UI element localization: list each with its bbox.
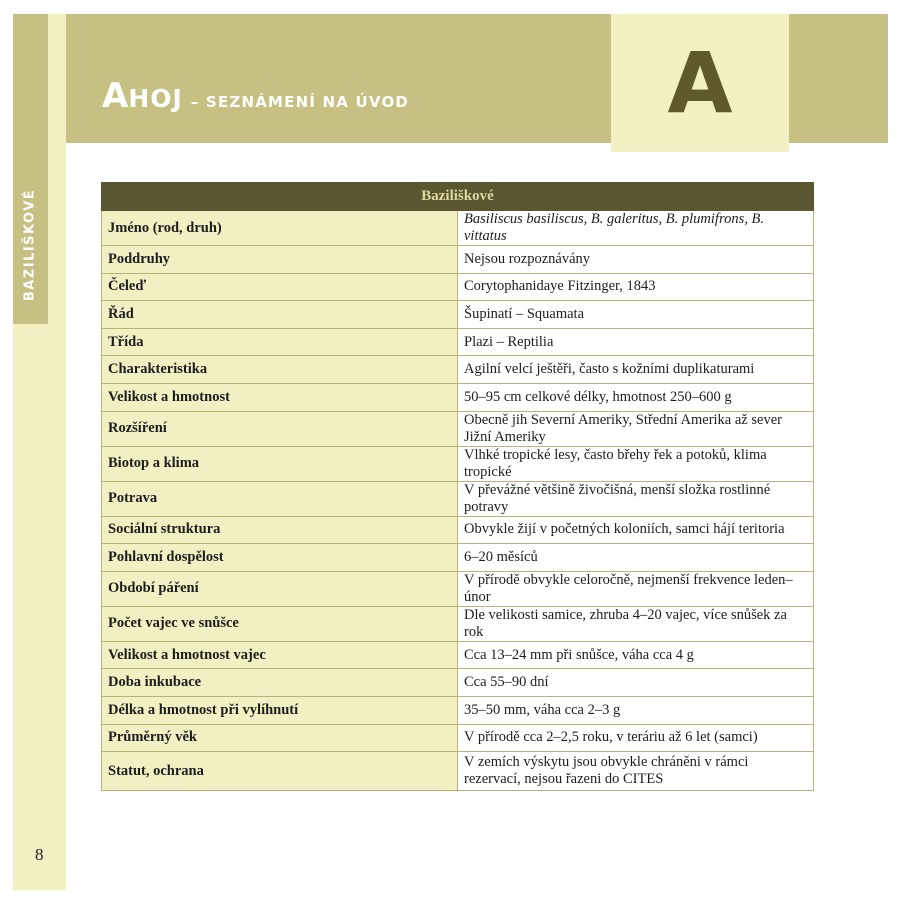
table-heading: Baziliškové — [102, 183, 814, 211]
row-label: Čeleď — [102, 273, 458, 301]
table-row — [102, 724, 814, 752]
page-title-rest: HOJ — [128, 84, 183, 113]
table-row — [102, 328, 814, 356]
row-value: 50–95 cm celkové délky, hmotnost 250–600 g — [458, 383, 814, 411]
table-row — [102, 301, 814, 329]
table-row — [102, 641, 814, 669]
table-heading-row — [102, 183, 814, 211]
table-row — [102, 273, 814, 301]
row-label: Statut, ochrana — [102, 752, 458, 791]
row-label: Doba inkubace — [102, 669, 458, 697]
row-value: Nejsou rozpoznávány — [458, 246, 814, 274]
species-info-table — [101, 182, 814, 791]
table-row — [102, 246, 814, 274]
row-label: Počet vajec ve snůšce — [102, 606, 458, 641]
row-label: Velikost a hmotnost — [102, 383, 458, 411]
row-value: Obvykle žijí v početných koloniích, samci hájí teritoria — [458, 516, 814, 544]
table-row — [102, 446, 814, 481]
chapter-letter-box — [611, 14, 789, 152]
table-row — [102, 544, 814, 572]
row-value: Agilní velcí ještěři, často s kožními duplikaturami — [458, 356, 814, 384]
row-value: V převážné většině živočišná, menší složka rostlinné potravy — [458, 481, 814, 516]
row-label: Řád — [102, 301, 458, 329]
row-value: V zemích výskytu jsou obvykle chráněni v rámci rezervací, nejsou řazeni do CITES — [458, 752, 814, 791]
table-row — [102, 516, 814, 544]
row-value: Cca 13–24 mm při snůšce, váha cca 4 g — [458, 641, 814, 669]
row-label: Třída — [102, 328, 458, 356]
row-value: Basiliscus basiliscus, B. galeritus, B. plumifrons, B. vittatus — [458, 211, 814, 246]
table-row — [102, 571, 814, 606]
table-row — [102, 696, 814, 724]
row-value: Cca 55–90 dní — [458, 669, 814, 697]
table-row — [102, 211, 814, 246]
row-label: Biotop a klima — [102, 446, 458, 481]
row-label: Jméno (rod, druh) — [102, 211, 458, 246]
row-value: V přírodě obvykle celoročně, nejmenší frekvence leden–únor — [458, 571, 814, 606]
page-title-initial: A — [102, 76, 129, 116]
table-row — [102, 752, 814, 791]
table-row — [102, 669, 814, 697]
row-label: Rozšíření — [102, 411, 458, 446]
page-number: 8 — [35, 845, 44, 864]
side-section-label: BAZILIŠKOVÉ — [22, 188, 38, 302]
row-label: Velikost a hmotnost vajec — [102, 641, 458, 669]
row-label: Délka a hmotnost při vylíhnutí — [102, 696, 458, 724]
page-subtitle: – SEZNÁMENÍ NA ÚVOD — [190, 93, 410, 111]
row-label: Období páření — [102, 571, 458, 606]
page-title — [102, 76, 409, 116]
row-value: 35–50 mm, váha cca 2–3 g — [458, 696, 814, 724]
row-label: Sociální struktura — [102, 516, 458, 544]
row-value: Šupinatí – Squamata — [458, 301, 814, 329]
row-label: Charakteristika — [102, 356, 458, 384]
table-row — [102, 411, 814, 446]
row-label: Průměrný věk — [102, 724, 458, 752]
row-label: Poddruhy — [102, 246, 458, 274]
table-row — [102, 606, 814, 641]
row-value: Plazi – Reptilia — [458, 328, 814, 356]
row-value: V přírodě cca 2–2,5 roku, v teráriu až 6 let (samci) — [458, 724, 814, 752]
row-value: Corytophanidaye Fitzinger, 1843 — [458, 273, 814, 301]
row-value: Dle velikosti samice, zhruba 4–20 vajec, více snůšek za rok — [458, 606, 814, 641]
row-value: Obecně jih Severní Ameriky, Střední Amerika až sever Jižní Ameriky — [458, 411, 814, 446]
chapter-letter: A — [667, 34, 733, 132]
row-label: Pohlavní dospělost — [102, 544, 458, 572]
table-row — [102, 383, 814, 411]
row-label: Potrava — [102, 481, 458, 516]
row-value: 6–20 měsíců — [458, 544, 814, 572]
row-value: Vlhké tropické lesy, často břehy řek a potoků, klima tropické — [458, 446, 814, 481]
table-row — [102, 356, 814, 384]
table-row — [102, 481, 814, 516]
